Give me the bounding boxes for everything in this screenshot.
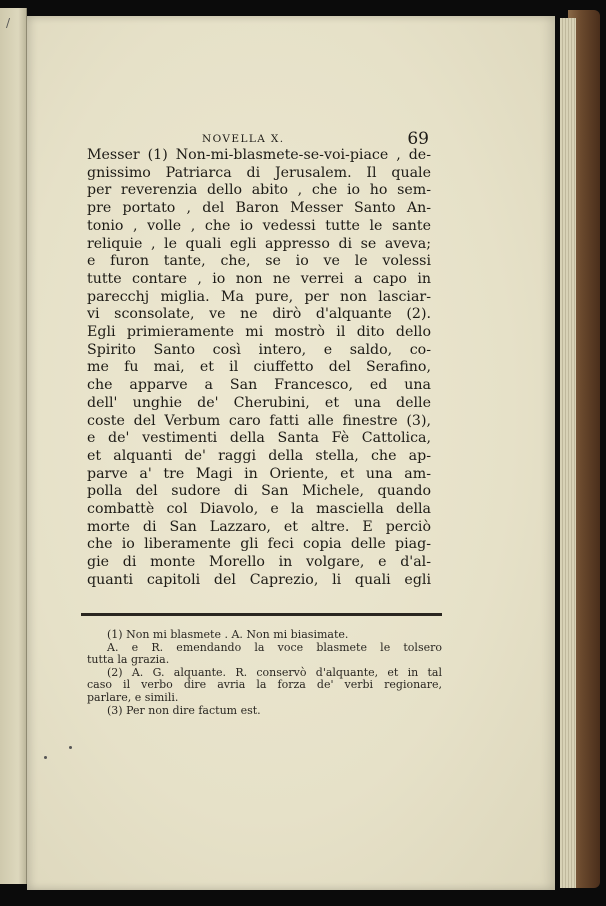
page-number: 69 <box>407 129 429 149</box>
running-head <box>87 129 431 147</box>
main-text-block <box>87 129 431 590</box>
footnote-line: parlare, e simili. <box>87 690 179 704</box>
body-line: combattè col Diavolo, e la masciella della <box>87 501 431 518</box>
footnote-line: caso il verbo dire avria la forza de' verbi regionare, <box>87 678 442 692</box>
footnote-line: (3) Per non dire factum est. <box>107 703 261 717</box>
body-line: parecchj miglia. Ma pure, per non lasciar- <box>87 288 431 305</box>
body-line: che apparve a San Francesco, ed una <box>87 377 431 394</box>
body-line: reliquie , le quali egli appresso di se aveva; <box>87 235 431 252</box>
body-line: gnissimo Patriarca di Jerusalem. Il quale <box>87 164 431 181</box>
ink-speck <box>44 756 47 759</box>
body-line: vi sconsolate, ve ne dirò d'alquante (2). <box>87 306 431 323</box>
body-line: coste del Verbum caro fatti alle finestre (3), <box>87 412 431 429</box>
body-line: pre portato , del Baron Messer Santo An- <box>87 200 431 217</box>
body-line: me fu mai, et il ciuffetto del Serafino, <box>87 359 431 376</box>
body-line: per reverenzia dello abito , che io ho sem- <box>87 182 431 199</box>
footnote-line: A. e R. emendando la voce blasmete le tolsero <box>107 640 442 654</box>
running-title: NOVELLA X. <box>202 133 285 145</box>
body-line: che io liberamente gli feci copia delle piag- <box>87 536 431 553</box>
ink-speck <box>69 746 72 749</box>
body-line: polla del sudore di San Michele, quando <box>87 483 431 500</box>
body-line: morte di San Lazzaro, et altre. E perciò <box>87 518 431 535</box>
body-line: Egli primieramente mi mostrò il dito dello <box>87 324 431 341</box>
left-page-mark: / <box>6 16 11 30</box>
body-text <box>87 147 431 590</box>
footnote-rule <box>81 613 442 616</box>
body-line: parve a' tre Magi in Oriente, et una am- <box>87 465 431 482</box>
body-line: gie di monte Morello in volgare, e d'al- <box>87 554 431 571</box>
page-stack-edge <box>560 18 576 888</box>
footnotes <box>87 629 442 717</box>
footnote-line: (2) A. G. alquante. R. conservò d'alquante, et in tal <box>107 665 442 679</box>
body-line: e furon tante, che, se io ve le volessi <box>87 253 431 270</box>
book-page <box>27 16 555 890</box>
footnote-line: (1) Non mi blasmete . A. Non mi biasimate. <box>107 628 349 641</box>
body-line: Messer (1) Non-mi-blasmete-se-voi-piace , de- <box>87 147 431 163</box>
footnote-line: tutta la grazia. <box>87 653 170 667</box>
body-line: tutte contare , io non ne verrei a capo in <box>87 270 431 287</box>
body-line: dell' unghie de' Cherubini, et una delle <box>87 394 431 411</box>
body-line: tonio , volle , che io vedessi tutte le sante <box>87 217 431 234</box>
body-line: et alquanti de' raggi della stella, che ap- <box>87 447 431 464</box>
body-line: quanti capitoli del Caprezio, li quali egli <box>87 571 431 588</box>
body-line: Spirito Santo così intero, e saldo, co- <box>87 341 431 358</box>
body-line: e de' vestimenti della Santa Fè Cattolica, <box>87 430 431 447</box>
left-page-edge <box>0 8 27 884</box>
